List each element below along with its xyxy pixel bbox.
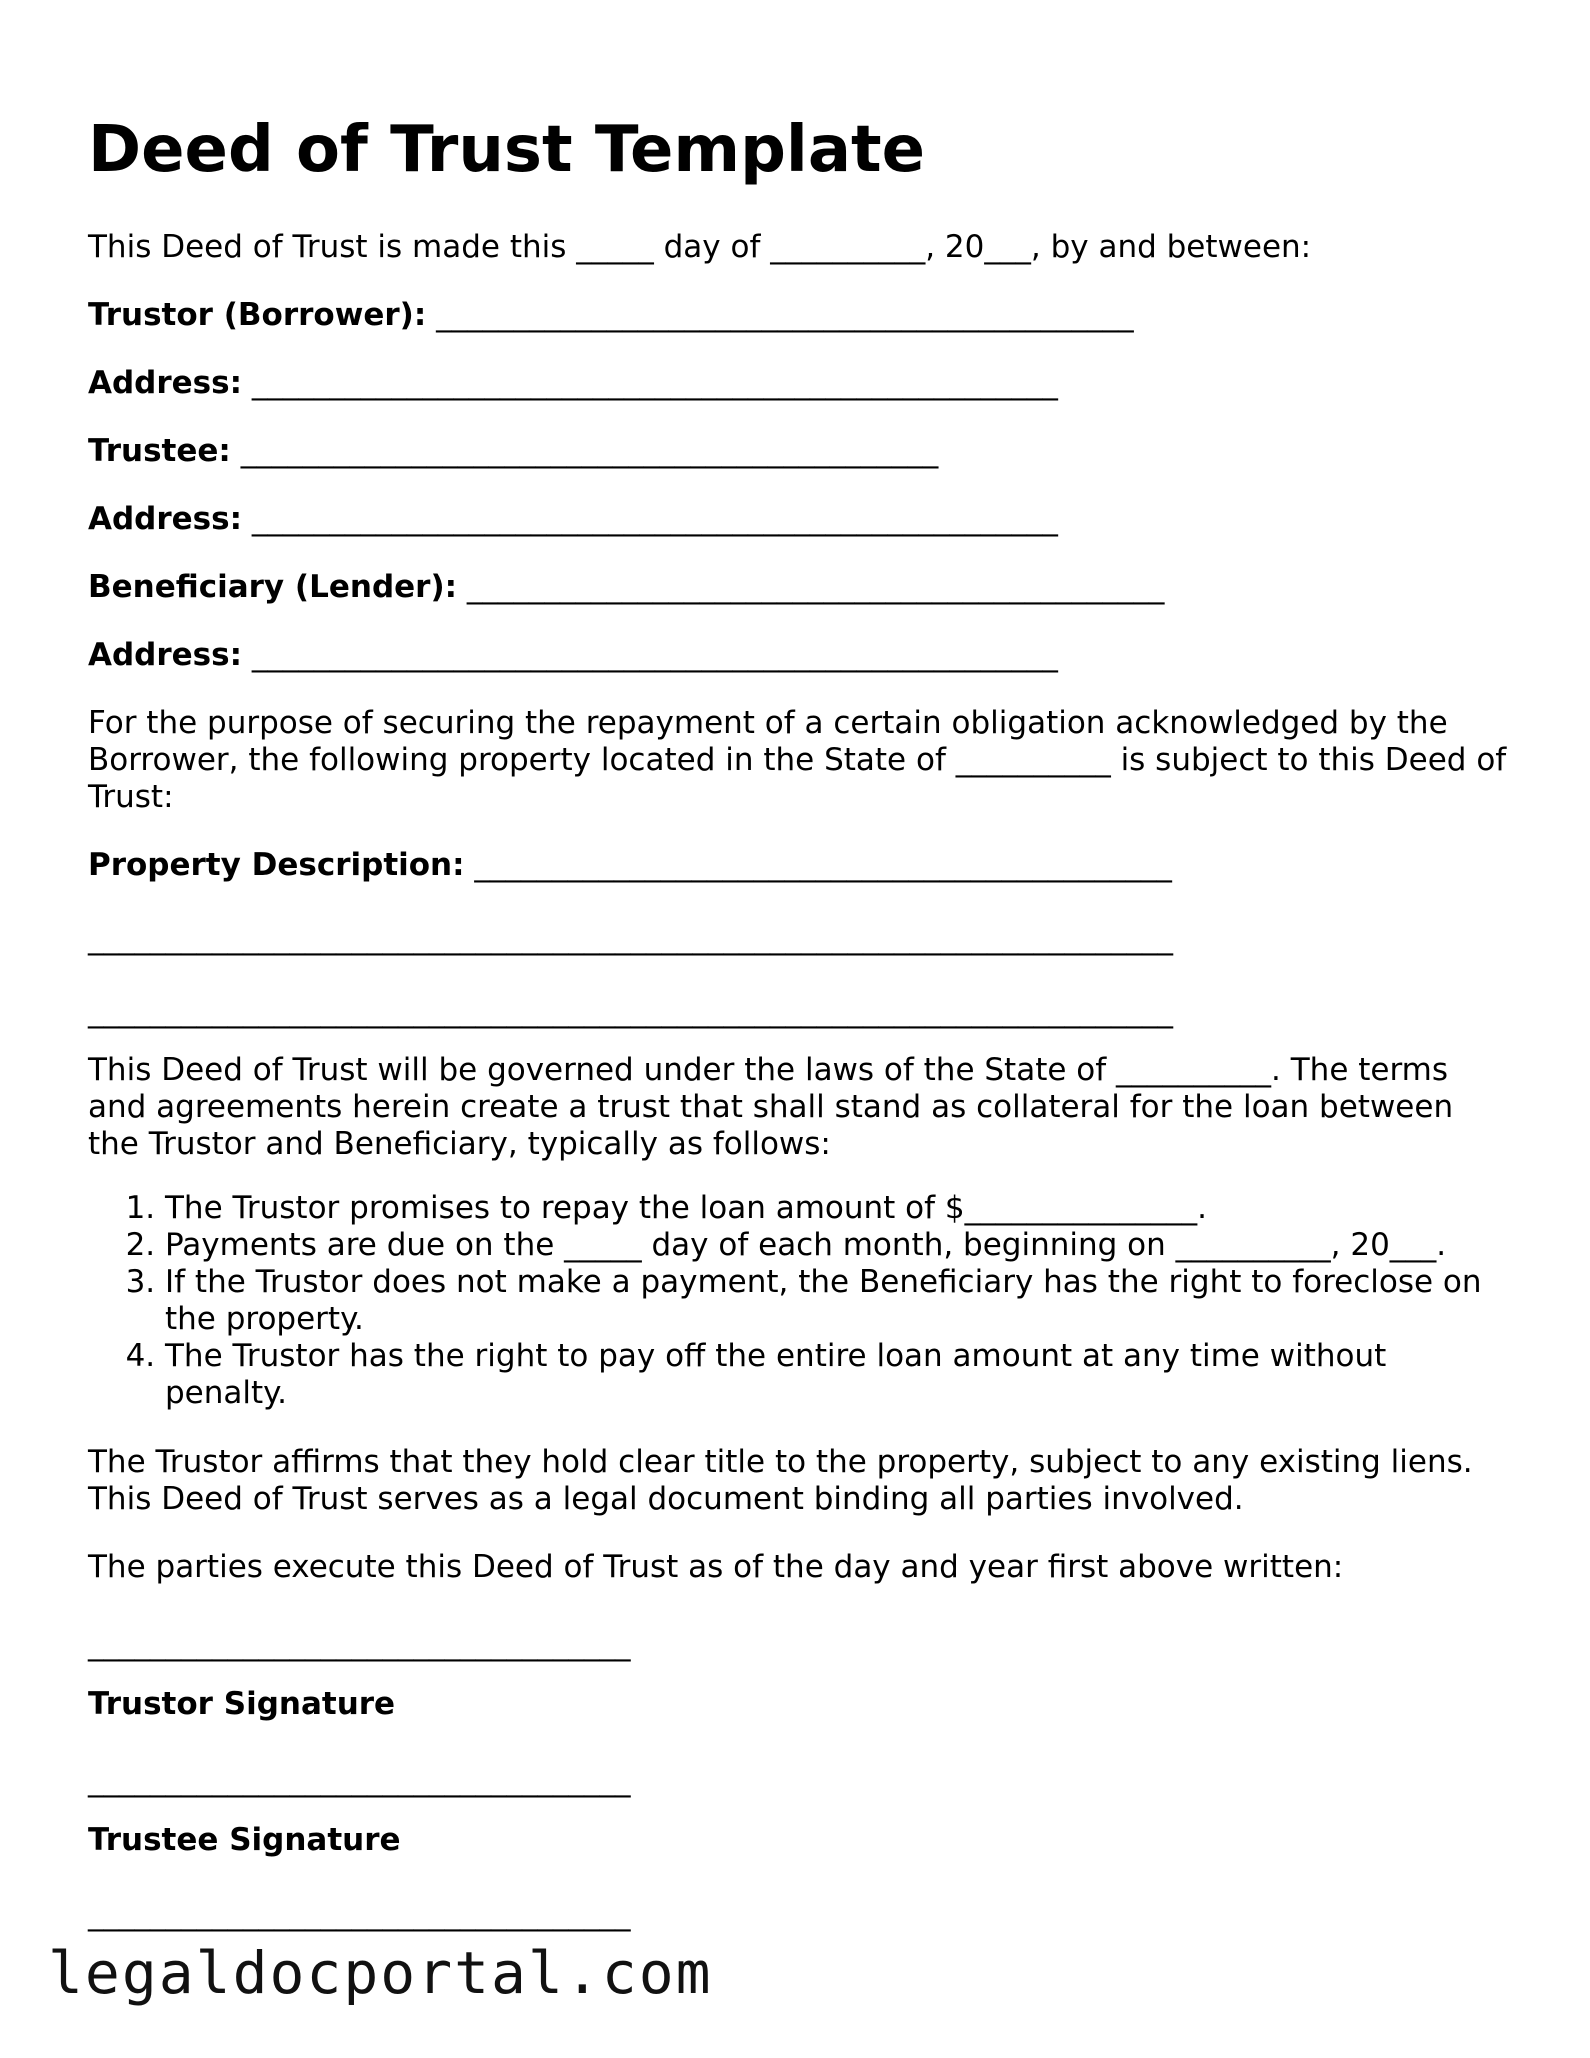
list-item: 4. The Trustor has the right to pay off the entire loan amount at any time without penalty. xyxy=(165,1338,1508,1412)
field-label: Trustee: xyxy=(88,433,231,469)
field-label: Address: xyxy=(88,365,242,401)
intro-line: This Deed of Trust is made this _____ day of __________, 20___, by and between: xyxy=(88,229,1312,265)
watermark: legaldocportal.com xyxy=(48,1939,713,2007)
trustor-address-field xyxy=(88,365,1058,402)
list-item: 3. If the Trustor does not make a payment, the Beneficiary has the right to foreclose on the property. xyxy=(165,1264,1508,1338)
field-label: Address: xyxy=(88,637,242,673)
field-label: Property Description: xyxy=(88,847,465,883)
beneficiary-address-field xyxy=(88,637,1058,674)
signature-label: Trustee Signature xyxy=(88,1822,401,1858)
trustor-field xyxy=(88,297,1134,334)
document-title: Deed of Trust Template xyxy=(88,113,926,187)
execution-paragraph: The parties execute this Deed of Trust as of the day and year first above written: xyxy=(88,1549,1344,1585)
field-label: Trustor (Borrower): xyxy=(88,297,427,333)
list-item: 2. Payments are due on the _____ day of each month, beginning on __________, 20___. xyxy=(165,1227,1508,1264)
signature-line: ___________________________________ xyxy=(88,1896,631,1932)
field-blank: ____________________________________________________ xyxy=(251,501,1058,537)
list-item: 1. The Trustor promises to repay the loan amount of $_______________. xyxy=(165,1190,1508,1227)
field-label: Address: xyxy=(88,501,242,537)
field-blank: ____________________________________________________ xyxy=(251,637,1058,673)
governing-law-paragraph: This Deed of Trust will be governed under the laws of the State of __________. The terms and agreements herein create a trust that shall stand as collateral for the loan between the Trustor and Beneficiary, typically as follows: xyxy=(88,1052,1454,1162)
field-label: Beneficiary (Lender): xyxy=(88,569,458,605)
trustee-address-field xyxy=(88,501,1058,538)
field-blank: _____________________________________________ xyxy=(240,433,939,469)
property-description-field xyxy=(88,847,1172,884)
field-blank: _____________________________________________ xyxy=(436,297,1134,333)
field-blank: ____________________________________________________ xyxy=(251,365,1058,401)
trustee-field xyxy=(88,433,938,470)
property-description-line: ______________________________________________________________________ xyxy=(88,993,1173,1029)
field-blank: _____________________________________________ xyxy=(474,847,1172,883)
property-description-line: ______________________________________________________________________ xyxy=(88,920,1173,956)
beneficiary-field xyxy=(88,569,1164,606)
signature-line: ___________________________________ xyxy=(88,1762,631,1798)
property-intro-paragraph: For the purpose of securing the repayment of a certain obligation acknowledged by the Borrower, the following property located in the State of __________ is subject to this Deed of Trust: xyxy=(88,705,1507,815)
signature-line: ___________________________________ xyxy=(88,1626,631,1662)
field-blank: _____________________________________________ xyxy=(466,569,1165,605)
terms-list xyxy=(88,1190,1508,1412)
signature-label: Trustor Signature xyxy=(88,1686,396,1722)
title-affirmation-paragraph: The Trustor affirms that they hold clear title to the property, subject to any existing liens. This Deed of Trust serves as a legal document binding all parties involved. xyxy=(88,1444,1473,1517)
